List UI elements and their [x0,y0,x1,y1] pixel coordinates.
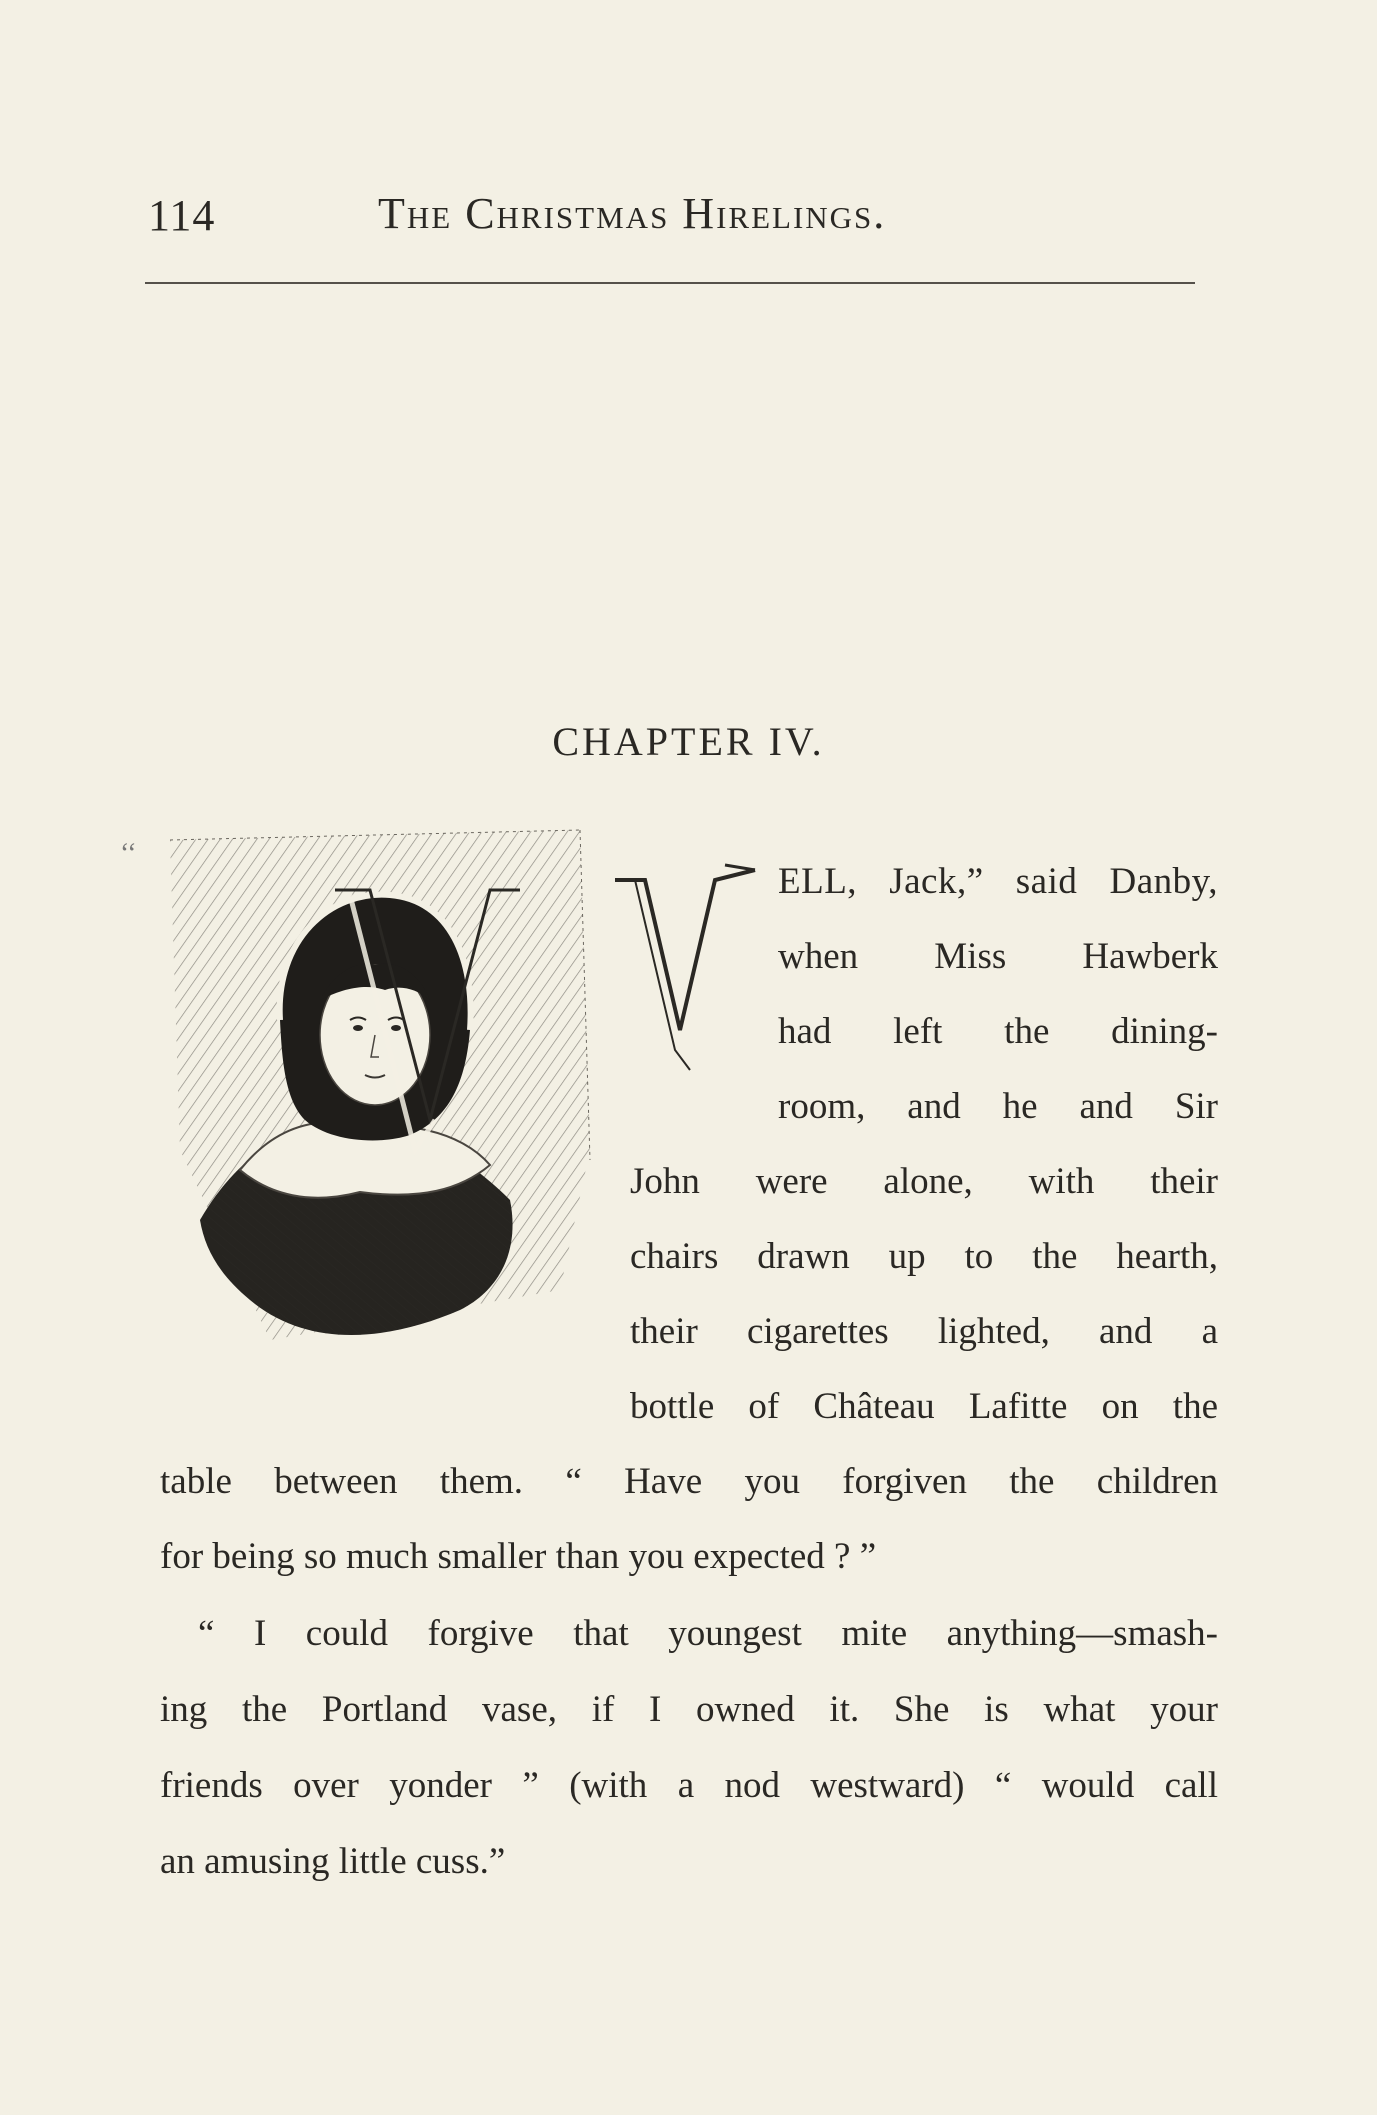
text-line: had left the dining- [778,1011,1218,1052]
text-line: room, and he and Sir [778,1086,1218,1127]
page-number: 114 [148,191,216,240]
text-line: chairs drawn up to the hearth, [630,1236,1218,1277]
text-line: their cigarettes lighted, and a [630,1311,1218,1352]
text-line: an amusing little cuss.” [160,1841,506,1882]
text-line: “ I could forgive that youngest mite anything—smash- [198,1613,1218,1654]
chapter-title: CHAPTER IV. [552,719,825,764]
text-line: ELL, Jack,” said Danby, [778,861,1218,902]
text-line: ing the Portland vase, if I owned it. She is what your [160,1689,1218,1730]
text-line: John were alone, with their [630,1161,1218,1202]
stray-mark: ‘‘ [120,838,137,869]
text-line: when Miss Hawberk [778,936,1218,977]
running-head: The Christmas Hirelings. [378,189,887,238]
text-line: friends over yonder ” (with a nod westward) “ would call [160,1765,1218,1806]
text-line: for being so much smaller than you expected ? ” [160,1536,877,1577]
page-header [0,0,1377,300]
dropcap-w-icon [605,860,765,1110]
girl-in-fur-hood-engraving-icon [160,820,600,1360]
text-line: bottle of Château Lafitte on the [630,1386,1218,1427]
header-rule [145,282,1195,284]
text-line: table between them. “ Have you forgiven the children [160,1461,1218,1502]
